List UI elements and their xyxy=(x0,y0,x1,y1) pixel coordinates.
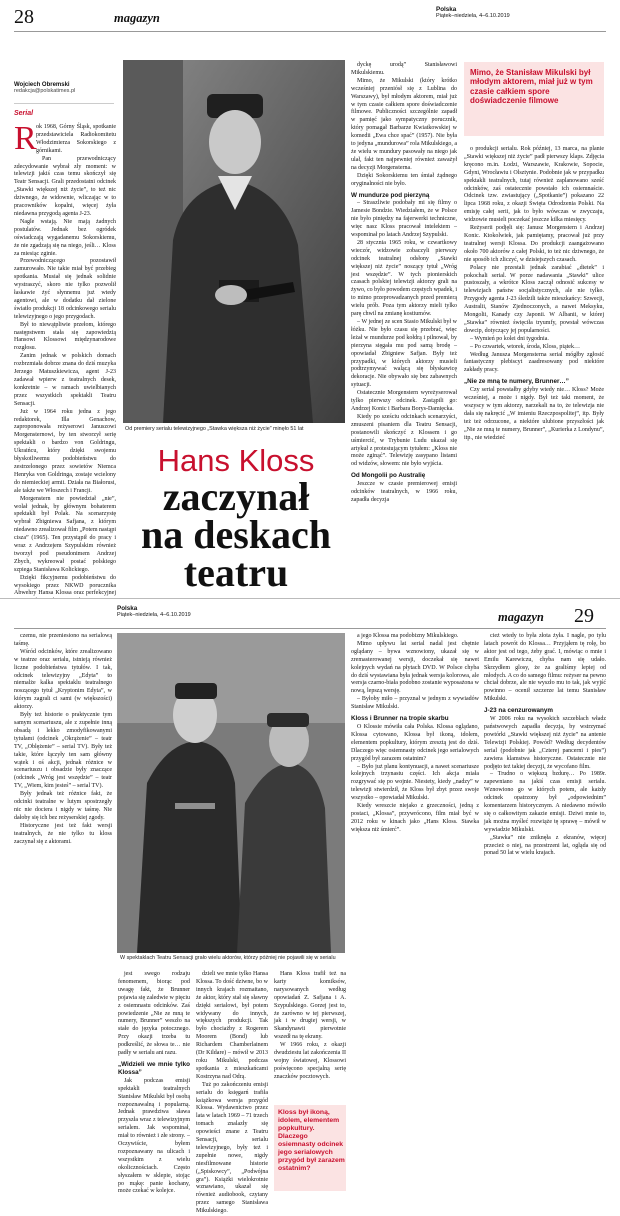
subhead-brunner: „Nie ze mną te numery, Brunner…” xyxy=(464,378,569,386)
paragraph: Reżyserii podjęli się: Janusz Morgenstern i Andrzej Konic. Ktokolwiek, jak pamiętamy, pracował już przy teatralnej wersji Klossa. Do produkcji zaangażowano około 700 aktorów z całej Polski, to też nic dziwnego, że nie sposób ich zliczyć, w dzisiejszych czasach. xyxy=(464,225,604,263)
paragraph: Zanim jednak w polskich domach rozbrzmiała dobrze znana do dziś muzyka Jerzego Matuszkiewicza, agent J-23 zadawał wpierw z teatralnych desek, konkretnie – w ramach uwielbianych przez wszystkich spektakli Teatru Sensacji. xyxy=(14,353,116,407)
header-rule xyxy=(14,628,606,629)
paragraph: Dzięki fikcyjnemu podobieństwu do wysokiego przez NKWD porucznika Abwehry Hansa Klossa oraz perfekcyjnej xyxy=(14,574,116,597)
paragraph: – W jednej ze scen Stasio Mikulski był w łóżku. Nie było czasu się przebrać, więc leżał w mundurze pod kołdrą i pilnował, by pierzyna sięgała mu pod samą brodę – opowiadał Zbigniew Safjan. Były też przypadki, w których aktorzy musieli podtrzymywać walącą się błyskawicę dekoracje. Nie obywało się bez zabawnych sytuacji. xyxy=(351,319,457,389)
issue-date: Piątek–niedziela, 4–6.10.2019 xyxy=(117,612,191,618)
paragraph: Mimo upływu lat serial nadal jest chętnie oglądany – bywa wznowiony, ukazał się w zremasterowanej wersji, doczekał się nawet kolejnych wydań na płytach DVD. W Polsce chyba do dziś wystawiana była jednak wersja kolorowa, ale wersja czarno-biała podobno zostanie wyposażona w nową, lepszą wersję. xyxy=(351,640,479,695)
author-email: redakcja@polskatimes.pl xyxy=(14,88,76,94)
paragraph: – Trudno o większą bzdurę… Po 1989r. zapewniano na jakiś czas emisji serialu. Wznowiono go w których potem, ale każdy odcinek opatrzony był „odpowiednim” komentarzem historycznym. A niedawno mówiło się o całkowitym zakazie emisji. Dziwi mnie to, jak można myśleć rozwiąże tę sprawę – mówił w wywiadzie Mikulski. xyxy=(484,771,606,833)
paragraph: ok 1968, Górny Śląsk, spotkanie przedstawiciela Radiokomitetu Włodzimierza Sokorskiego z górnikami. xyxy=(36,124,116,154)
colB-text xyxy=(196,971,268,1216)
issue-date: Piątek–niedziela, 4–6.10.2019 xyxy=(436,13,510,19)
page-28 xyxy=(0,0,620,598)
paragraph: Historyczne jest też fakt wersji teatralnych, że nie tylko tu kloss zaczynał się z aktorami. xyxy=(14,822,112,845)
colA-text xyxy=(118,971,190,1058)
col4-text xyxy=(464,146,604,375)
paragraph: – Straszliwie podobały mi się filmy o Jamesie Bondzie. Wiedziałem, że w Polsce nie było piniędzy na fajerwerki techniczne, więc nasz Kloss pracował intelektem – wspominał po latach Andrzej Szypulski. xyxy=(351,200,457,239)
page-number: 29 xyxy=(574,605,594,627)
article-column-a xyxy=(118,971,190,1193)
paragraph: Tuż po zakończeniu emisji serialu do księgarń trafiła książkowa wersja przygód Klossa. Wydawnictwo przez lata w latach 1969 – 71 trzech tomach znalazły się opowieści znane z Teatru Sensacji, serialu telewizyjnego, były też i zupełnie nowe, nigdy niesfilmowane historie („Spiskowcy”, „Podwójna gra”). Książki wielokrotnie wznawiano, ukazał się również audiobook, czytany przez samego Stanisława Mikulskiego. xyxy=(196,1081,268,1215)
paragraph: Kiedy wreszcie niejako z grzeczności, jedną z postaci, „Klossa”, przywrócono, film miał być w 2012 roku w kinach jako „Hans Kloss. Stawka większa niż śmierć”. xyxy=(351,803,479,833)
paragraph: Jeszcze w czasie premierowej emisji odcinków teatralnych, w 1966 roku, zapadła decyzja xyxy=(351,481,457,503)
paragraph: Nagle wstają. Nie mają żadnych postulatów. Jednak bez ogródek oświadczają wygadanemu Sokorskiemu, że nie zgadzają się na niego, jeśli… Kloss za miesiąc zginie. xyxy=(14,218,116,257)
paragraph: a jego Klossa ma podobizny Mikulskiego. xyxy=(357,633,459,639)
paragraph: Przewodniczącego pozostawił zamurowało. Nie takie miał być przebieg spotkania. Musiał się jednak solidnie wystraszyć, skoro nie tylko pozwolił łaskawie żyć słynnemu już wtedy agentowi, ale w dodatku dał zielone światło produkcji 18 odcinkowego serialu telewizyjnego o jego przygodach. xyxy=(14,258,116,320)
paragraph: W 1966 roku, z okazji dwudziestu lat zakończenia II wojny światowej, Klossowi poświęcono specjalną serię znaczków pocztowych. xyxy=(274,1042,346,1080)
paragraph: dyckę urodą” Stanisławowi Mikulskiemu. xyxy=(351,62,457,76)
main-photo xyxy=(123,60,345,423)
subhead-cenzura: J-23 na cenzurowanym xyxy=(484,707,553,715)
article-column-c xyxy=(274,971,346,1099)
section-name: magazyn xyxy=(114,11,160,25)
paragraph: Według Janusza Morgensterna serial mógłby zgłosić fantastyczny plebiscyt zaadresowany pod niektóre zakłady pracy. xyxy=(464,351,604,374)
subhead-widzieli: „Widzieli we mnie tylko Klossa” xyxy=(118,1060,190,1076)
paragraph: Jak podczas emisji spektakli teatralnych Stanisław Mikulski był osobą rozpoznawalną i popularną. Jednak prawdziwa sława przyszła wraz z telewizyjnym serialem. Jak wspominał, miał to również i złe strony. – Oczywiście, byłem rozpoznawany na ulicach i wszystkim z wielu okolicznościach. Często słyszałem w sklepie, stojąc po mąkę: panie kochany, może czekać w kolejce. xyxy=(118,1077,190,1195)
rubric: Serial xyxy=(14,110,34,117)
colC-text xyxy=(274,971,346,1082)
publication-name: Polska xyxy=(436,6,457,13)
article-column-3 xyxy=(351,62,457,592)
paragraph: Był to niewątpliwie przełom, którego następstwem stała się zapowiedzią Hansowi Klossowi międzynarodowe rozgłosu. xyxy=(14,321,116,352)
publication-name: Polska xyxy=(117,605,138,612)
drop-cap: R xyxy=(14,120,37,157)
col1-text xyxy=(14,633,112,846)
headline-line-2: na deskach xyxy=(140,512,332,557)
colA-text-2 xyxy=(118,1078,190,1197)
section-name: magazyn xyxy=(498,610,544,624)
paragraph: 28 stycznia 1965 roku, w czwartkowy wieczór, widzowie zobaczyli pierwszy odcinek teatralnej odsłony „Stawki większej niż życie” noszący tytuł „Wróg jest wszędzie”. W tych pionierskich czasach polskiej telewizji aktorzy grali na żywo, co było powodem częstych wpadek, i to mimo przeprowadzanych przed premierą wielu prób. Poza tym aktorzy mieli tylko parę chwil na zmianę kostiumów. xyxy=(351,239,457,318)
col3-text-2 xyxy=(351,724,479,835)
article-column-1 xyxy=(14,633,112,1193)
paragraph: W 2006 roku na wysokich szczeblach władz państwowych zapadła decyzja, by wstrzymać powtórki „Stawki większej niż życie” na antenie Telewizji Polskiej. Powód? Według decydentów serial (podobnie jak „Czterej pancerni i pies”) zawiera klamstwa historyczne. Ostatecznie nie podjęto też takiej decyzji, że wycofano film. xyxy=(484,716,606,770)
paragraph: Były jednak też różnice fakt, że odcinki teatralne w lutym spostrzegły nic nie dociera i nigdy w taśmę. Nie dałoby się ich bez reżyserskiej zgody. xyxy=(14,791,112,821)
headline-name: Hans Kloss xyxy=(157,443,315,478)
headline-line-3: teatru xyxy=(183,550,289,595)
article-column-3 xyxy=(351,633,479,1193)
paragraph: Polacy nie przestali jednak zarabiać „dietek” i pokochali serial. W porze nadawania „Stawki” ulice pustoszały, a wkrótce Kloss zaczął odnosić sukcesy w telewizjach państw socjalistycznych, ale nie tylko. Przygody agenta J-23 śledzili także mieszkańcy: Szwecji, Australii, Stanów Zjednoczonych, a nawet Meksyku, Mongolii, Kanady czy Japonii. W Albanii, w której „Stawka” również święciła tryumfy, powstał wówczas dowcip, dotyczący jej popularności. xyxy=(464,264,604,334)
stage-photo xyxy=(117,633,345,953)
page-29 xyxy=(0,598,620,1215)
col3-text xyxy=(351,62,457,189)
headline xyxy=(126,474,346,595)
article-column-1-cont xyxy=(14,488,116,594)
pull-quote: Kloss był ikoną, idolem, elementem popkultury. Dlaczego osiemnasty odcinek jego serialowych przygód był zarazem ostatnim? xyxy=(278,1109,345,1172)
paragraph: cież wtedy to była złota żyła. I nagle, po tylu latach powrót do Klossa… Przyjąłem tę rolę, bo aktor jest od tego, żeby grać. I, mówiąc o mnie i Emilu Karewiczu, chyba nam się udało. Skrzydłem glosy, że za graliśmy lepiej od młodych. A co do samego filmu: reżyser na pewno chciał dobrze, ale nie wyszło mu to tak, jak wyjść powinno – ocenił szczerze lat temu Stanisław Mikulski. xyxy=(484,633,606,703)
paragraph: Wśród odcinków, które zrealizowano w teatrze oraz serialu, istnieją również liczne podobieństwa tytułów. I tak, odcinek telewizyjny „Edyta” to niemalże kalka spektaklu teatralnego noszącego tytuł „Kryptonim Edyta”, w którym zagrali ci sami (w większości) aktorzy. xyxy=(14,648,112,711)
paragraph: dzieli we mnie tylko Hansa Klossa. To dość dziwne, bo w innych krajach rozmaitano, że aktor, który stał się sławny dzięki serialowi, był potem widywany do innych, większych produkcji. Tak było chociażby z Rogerem Moorem (Bond) lub Richardem Chamberlainem (Dr Kildare) – mówił w 2013 roku Mikulski, podczas spotkania z mieszkańcami Kostrzyna nad Odrą. xyxy=(196,971,268,1080)
article-column-b xyxy=(196,971,268,1215)
photo-caption: Od premiery serialu telewizyjnego „Stawka większa niż życie” minęło 51 lat xyxy=(125,426,304,432)
col3-text-2 xyxy=(351,200,457,469)
drop-cap-space xyxy=(14,120,37,157)
paragraph: Były też historie o praktycznie tym samym scenariuszu, ale z zupełnie inną obsadą i lekko zmodyfikowanymi tytułami (odcinek „Okrążenie” – teatr TV, „Oblężenie” – serial TV). Były też takie, które łączyły ten sam główny wątek i oś akcji, jednak różnice w scenariuszu i obsadzie były znaczące (odcinek „Wróg jest wszędzie” – teatr TV, „Wiem, kim jesteś” – serial TV). xyxy=(14,712,112,790)
paragraph: Czy serial powstałby gdyby wtedy nie… Kloss? Może wcześniej, a może i nigdy. Był też taki moment, że wszyscy w tym aktorzy, narzekali na to, że telewizja nie dała się nakręcić „W imieniu Rzeczpospolitej”, itp. Były też też odrzucone, a niektóre ulubione przyszłości jak „Nie ze mną te numery, Brunner”, „Kurierka z Londynu”, itp., nie wiedzieć xyxy=(464,387,604,441)
byline xyxy=(14,82,114,94)
article-column-1 xyxy=(14,120,116,597)
paragraph: Morgenstern nie powiedział „nie”, wolał jednak, by głównym bohaterem spektakli był Polak. Na scenarzystę wybrał Zbigniewa Safjana, z którym niedawno zrealizował film „Potem nastąpi cisza” (1965). Ten przystąpił do pracy i wraz z Andrzejem Szypulskim również tworzył pod pseudonimem Andrzej Zbych, wykreował postać polskiego szpiega Stanisława Kolickiego. xyxy=(14,495,116,573)
header-rule xyxy=(14,31,606,32)
paragraph: – Po czwartek, wtorek, środa, Kloss, piątek… xyxy=(470,343,580,350)
paragraph: czemu, nie przeniesiono na serialową taśmę. xyxy=(14,633,112,647)
paragraph: Dzięki Sokorskiemu ten śmiał żądnego oryginalności nie było. xyxy=(351,172,457,187)
author-name: Wojciech Obremski xyxy=(14,82,70,88)
running-head xyxy=(117,605,191,619)
col4-text xyxy=(484,633,606,704)
paragraph: Ostatecznie Morgenstern wyreżyserował tylko pierwszy odcinek. Zastąpili go: Andrzej Konic i Barbara Borys-Damięcka. xyxy=(351,390,457,412)
headline-line-1: zaczynał xyxy=(162,474,310,519)
subhead-skarb: Kloss i Brunner na tropie skarbu xyxy=(351,715,449,723)
pull-quote-box xyxy=(464,62,604,136)
paragraph: Hans Kloss trafił też na karty komiksów, narysowanych według opowiadań Z. Safjana i A. Szypulskiego. Gorzej jest to, że zarówno w tej pierwszej, jak i w drugiej wersji, w Skandynawii pierwotnie wszedł na tę ekrany. xyxy=(274,971,346,1041)
running-head xyxy=(436,6,510,20)
soldier-photo-illustration xyxy=(123,60,345,423)
page-number: 28 xyxy=(14,6,34,28)
article-column-4 xyxy=(464,146,604,592)
pull-quote: Mimo, że Stanisław Mikulski był młodym aktorem, miał już w tym czasie całkiem spore doświadczenie filmowe xyxy=(470,68,593,105)
col4-text-2 xyxy=(484,716,606,858)
paragraph: O Klossie mówiła cała Polska. Klossa oglądano, Klossa cytowano, Klossa był ikoną, idolem, elementem popkultury, którym zresztą jest do dziś. Dlaczego więc osiemnasty odcinek jego serialowych przygód był zarazem ostatnim? xyxy=(351,723,479,762)
stage-photo-illustration xyxy=(117,633,345,953)
paragraph: Pan przewodniczący zdecydowanie wybrał zły moment: w telewizji jakiś czas temu skończył się Teatr Sensacji. Grali przedostatni odcinek „Stawki większej niż życie”, to też nic dziwnego, że widownie, wliczając w to pracowników kopalni, więcej żyła niedawna przygodą agenta J-23. xyxy=(14,155,116,217)
byline-rule xyxy=(14,103,114,104)
paragraph: – Było już planu kontynuacji, a nawet scenariusze kolejnych trzynastu części. Ich akcja miała rozgrywać się po wojnie. Niestety, kiedy „nadzy” w telewizji stwierdził, że Kloss był zbyt przez swoje wszystko – opowiadał Mikulski. xyxy=(351,763,479,802)
paragraph: Już w 1964 roku jedna z jego redaktorek, Illa Genachow, zaproponowała reżyserowi Januszowi Morgensternowi, by ten stworzył serię spektakli o bardzo von Goldringu, Ukraińcu, który dzięki swojemu błyskotliwemu podobieństwu do zestrzelonego przez sowietów Niemca Henryka von Goldringa, zostaje wcielony do niemieckiej armii. Działa na Białorusi, ale także we Włoszech i Francji. xyxy=(14,408,116,494)
article-column-4 xyxy=(484,633,606,1193)
paragraph: – Wymień po kolei dni tygodnia. xyxy=(470,335,549,342)
paragraph: „Stawka” nie zniknęła z ekranów, więcej przecież o niej, na przestrzeni lat, ogląda się od ponad 50 lat w wielu krajach. xyxy=(484,834,606,857)
subhead-mundur: W mundurze pod pierzyną xyxy=(351,191,430,199)
paragraph: jest swego rodzaju fenomenem, biorąc pod uwagę fakt, że Brunner pojawia się zaledwie w pięciu z osiemnastu odcinków. Zaś powiedzenie „Nie ze mną te numery, Brunner” weszło na stałe do języka potocznego. Przy okazji trzeba tu podkreślić, że słowa te… nie padły w serialu ani razu. xyxy=(118,971,190,1057)
col3-text xyxy=(351,633,479,712)
photo-caption: W spektaklach Teatru Sensacji grało wielu aktorów, którzy później nie pojawili się w serialu xyxy=(120,955,336,961)
paragraph: o produkcji serialu. Rok później, 13 marca, na planie „Stawki większej niż życie” padł pierwszy klaps. Zdjęcia kręcono m.in. Łodzi, Warszawie, Krakowie, Sopocie, Gdyni, Wrocławiu i Olsztynie. Podobnie jak w przypadku spektakli teatralnych, tutaj również zaplanowano sześć odcinków, zaś ostatecznie powstało ich osiemnaście. Odcinek tzw. zwiastujący („Spotkanie”) pokazano 22 lipca 1968 roku, z okazji Święta Odrodzenia Polski. Na emisję całej serii, jak to było wówczas w zwyczaju, widzowie musieli poczekać jeszcze kilka miesięcy. xyxy=(464,146,604,224)
subhead-mongolia: Od Mongolii po Australię xyxy=(351,472,426,480)
pull-quote-box xyxy=(274,1105,346,1191)
col3-text-3 xyxy=(351,481,457,505)
col4-text-2 xyxy=(464,387,604,442)
paragraph: Kiedy po sześciu odcinkach scenarzyści, zmuszeni pisaniem dla Teatru Sensacji, postanowili skończyć z Klossem i go uśmiercić, w Trybunie Ludu ukazał się artykuł z protestującym tytułem: „Kloss nie może zginąć”. Telewizję zasypano listami od widzów, słowem: nie było wyjścia. xyxy=(351,413,457,468)
paragraph: Mimo, że Mikulski (który krótko wcześniej przeniósł się z Lublina do Warszawy), był młodym aktorem, miał już w tym czasie całkiem spore doświadczenie filmowe. Publiczności szczególnie zapadł w pamięć jako sympatyczny porucznik, który pomagał Barbarze Kwiatkowskiej w komedii „Ewa chce spać” (1957). Nie była to jedyna „mundurowa” rola Mikulskiego, a że wielu w mundury pasowały na niego jak ulał, fakt ten najpewniej również zaważył na decyzji Morgensterna. xyxy=(351,77,457,171)
paragraph: – Byłoby miło – przyznał w jednym z wywiadów Stanisław Mikulski. xyxy=(351,696,479,711)
